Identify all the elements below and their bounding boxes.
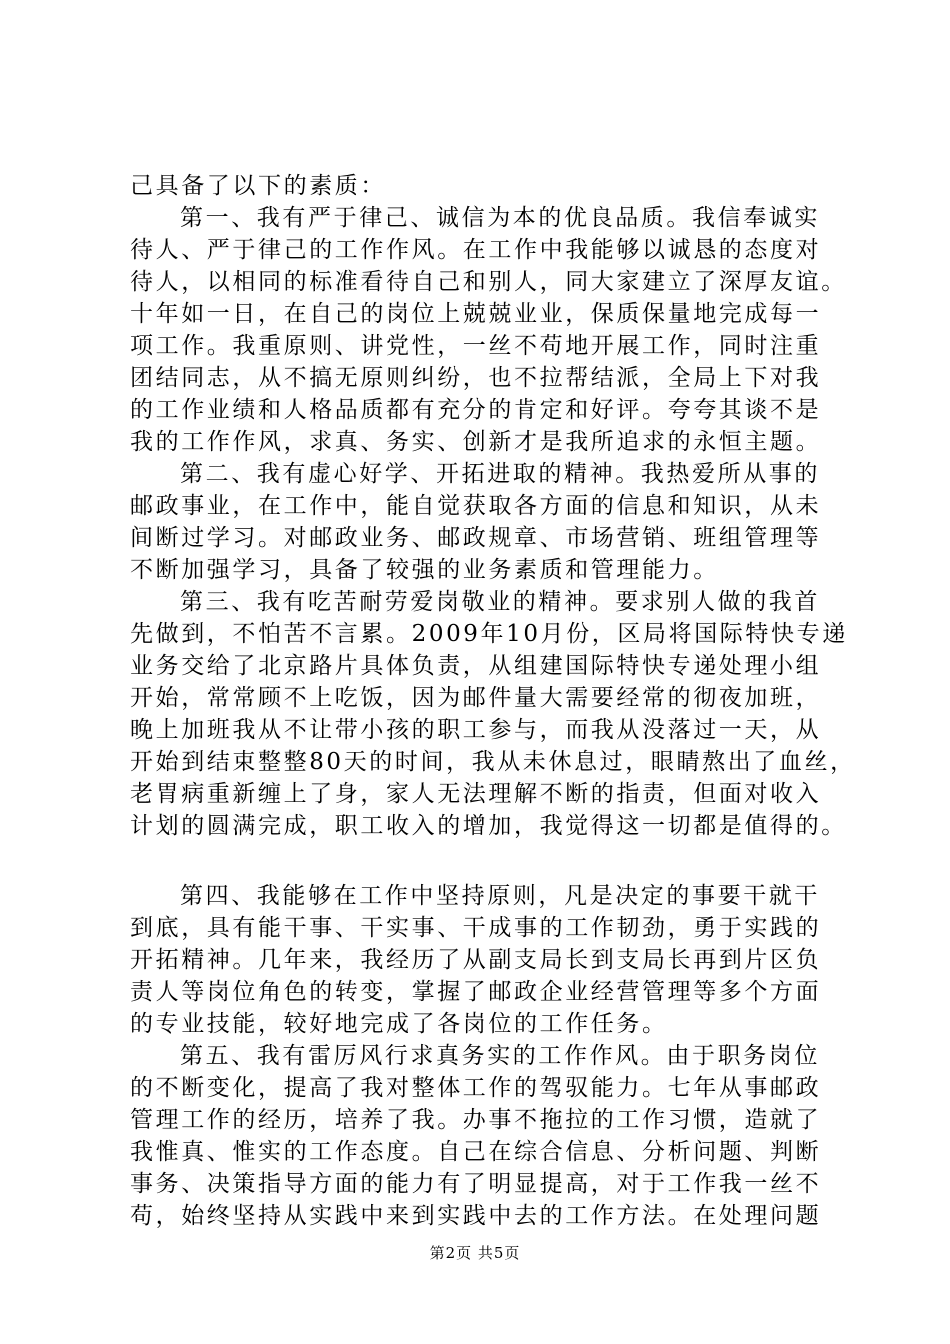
text-line: 我惟真、惟实的工作态度。自己在综合信息、分析问题、判断 <box>130 1139 822 1165</box>
text-line: 己具备了以下的素质： <box>130 173 386 199</box>
text-line: 先做到，不怕苦不言累。2009年10月份，区局将国际特快专递 <box>130 621 848 647</box>
text-line: 开始，常常顾不上吃饭，因为邮件量大需要经常的彻夜加班， <box>130 685 822 711</box>
text-line: 开始到结束整整80天的时间，我从未休息过，眼睛熬出了血丝， <box>130 749 856 775</box>
text-line: 晚上加班我从不让带小孩的职工参与，而我从没落过一天，从 <box>130 717 822 743</box>
text-line: 的工作业绩和人格品质都有充分的肯定和好评。夸夸其谈不是 <box>130 397 822 423</box>
text-line: 开拓精神。几年来，我经历了从副支局长到支局长再到片区负 <box>130 947 822 973</box>
paragraph-4-line: 第四、我能够在工作中坚持原则，凡是决定的事要干就干 <box>180 883 820 909</box>
document-body <box>130 170 860 1232</box>
text-line: 到底，具有能干事、干实事、干成事的工作韧劲，勇于实践的 <box>130 915 822 941</box>
text-line: 老胃病重新缠上了身，家人无法理解不断的指责，但面对收入 <box>130 781 822 807</box>
text-line: 计划的圆满完成，职工收入的增加，我觉得这一切都是值得的。 <box>130 813 847 839</box>
text-line: 团结同志，从不搞无原则纠纷，也不拉帮结派，全局上下对我 <box>130 365 822 391</box>
text-line: 事务、决策指导方面的能力有了明显提高，对于工作我一丝不 <box>130 1171 822 1197</box>
paragraph-5-line: 第五、我有雷厉风行求真务实的工作作风。由于职务岗位 <box>180 1043 820 1069</box>
page-number-footer: 第2页 共5页 <box>429 1244 521 1262</box>
text-line: 的不断变化，提高了我对整体工作的驾驭能力。七年从事邮政 <box>130 1075 822 1101</box>
text-line: 业务交给了北京路片具体负责，从组建国际特快专递处理小组 <box>130 653 822 679</box>
paragraph-2-line: 第二、我有虚心好学、开拓进取的精神。我热爱所从事的 <box>180 461 820 487</box>
text-line: 责人等岗位角色的转变，掌握了邮政企业经营管理等多个方面 <box>130 979 822 1005</box>
text-line: 苟，始终坚持从实践中来到实践中去的工作方法。在处理问题 <box>130 1203 822 1229</box>
text-line: 项工作。我重原则、讲党性，一丝不苟地开展工作，同时注重 <box>130 333 822 359</box>
text-line: 邮政事业，在工作中，能自觉获取各方面的信息和知识，从未 <box>130 493 822 519</box>
text-line: 待人，以相同的标准看待自己和别人，同大家建立了深厚友谊。 <box>130 269 847 295</box>
text-line: 间断过学习。对邮政业务、邮政规章、市场营销、班组管理等 <box>130 525 822 551</box>
text-line: 管理工作的经历，培养了我。办事不拖拉的工作习惯，造就了 <box>130 1107 822 1133</box>
text-line: 不断加强学习，具备了较强的业务素质和管理能力。 <box>130 557 719 583</box>
paragraph-gap <box>130 842 860 880</box>
paragraph-3-line: 第三、我有吃苦耐劳爱岗敬业的精神。要求别人做的我首 <box>180 589 820 615</box>
text-line: 待人、严于律己的工作作风。在工作中我能够以诚恳的态度对 <box>130 237 822 263</box>
text-line: 的专业技能，较好地完成了各岗位的工作任务。 <box>130 1011 668 1037</box>
text-line: 十年如一日，在自己的岗位上兢兢业业，保质保量地完成每一 <box>130 301 822 327</box>
text-line: 我的工作作风，求真、务实、创新才是我所追求的永恒主题。 <box>130 429 822 455</box>
paragraph-1-line: 第一、我有严于律己、诚信为本的优良品质。我信奉诚实 <box>180 205 820 231</box>
